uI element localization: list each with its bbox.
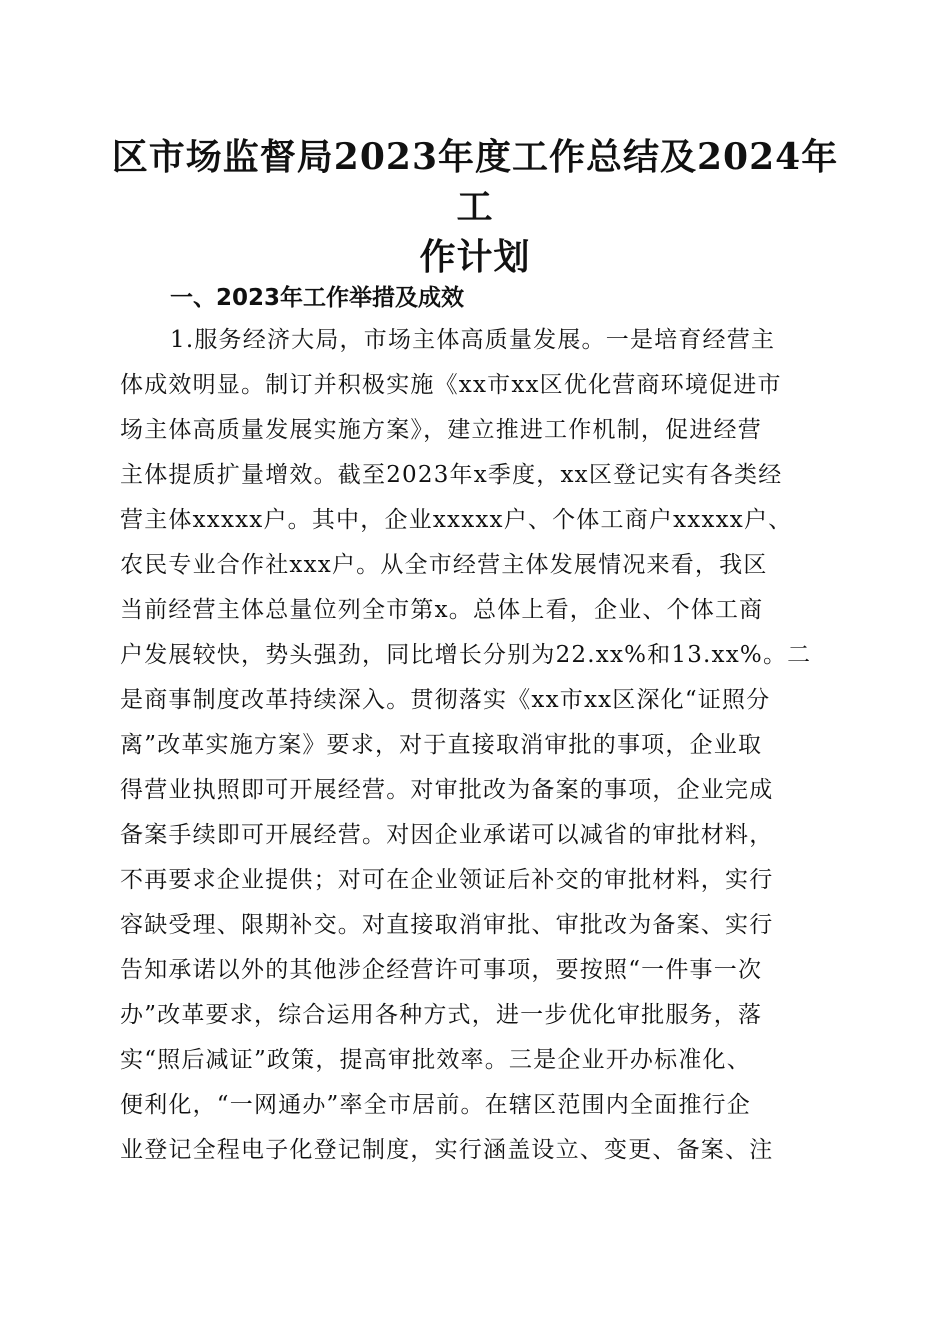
paragraph-line: 主体提质扩量增效。截至2023年x季度，xx区登记实有各类经 [120, 462, 783, 488]
paragraph-line: 实“照后减证”政策，提高审批效率。三是企业开办标准化、 [120, 1047, 751, 1073]
paragraph-line: 办”改革要求，综合运用各种方式，进一步优化审批服务，落 [120, 1002, 763, 1028]
paragraph-line: 告知承诺以外的其他涉企经营许可事项，要按照“一件事一次 [120, 957, 763, 983]
paragraph-line: 营主体xxxxx户。其中，企业xxxxx户、个体工商户xxxxx户、 [120, 507, 793, 533]
paragraph-line: 离”改革实施方案》要求，对于直接取消审批的事项，企业取 [120, 732, 763, 758]
paragraph-line: 便利化，“一网通办”率全市居前。在辖区范围内全面推行企 [120, 1092, 751, 1118]
paragraph-1 [120, 318, 830, 1173]
paragraph-line: 得营业执照即可开展经营。对审批改为备案的事项，企业完成 [120, 777, 774, 803]
paragraph-line: 是商事制度改革持续深入。贯彻落实《xx市xx区深化“证照分 [120, 687, 771, 713]
paragraph-line: 1.服务经济大局，市场主体高质量发展。一是培育经营主 [170, 327, 776, 353]
document-title-line-1: 区市场监督局2023年度工作总结及2024年工 [111, 136, 839, 228]
section-heading-1: 一、2023年工作举措及成效 [170, 285, 465, 311]
paragraph-line: 不再要求企业提供；对可在企业领证后补交的审批材料，实行 [120, 867, 774, 893]
paragraph-line: 容缺受理、限期补交。对直接取消审批、审批改为备案、实行 [120, 912, 774, 938]
paragraph-line: 备案手续即可开展经营。对因企业承诺可以减省的审批材料， [120, 822, 774, 848]
document-title-line-2: 作计划 [419, 236, 531, 278]
paragraph-line: 户发展较快，势头强劲，同比增长分别为22.xx%和13.xx%。二 [120, 642, 812, 668]
paragraph-line: 场主体高质量发展实施方案》，建立推进工作机制，促进经营 [120, 417, 762, 443]
paragraph-line: 当前经营主体总量位列全市第x。总体上看，企业、个体工商 [120, 597, 764, 623]
paragraph-line: 业登记全程电子化登记制度，实行涵盖设立、变更、备案、注 [120, 1137, 774, 1163]
document-title [95, 132, 855, 282]
paragraph-line: 体成效明显。制订并积极实施《xx市xx区优化营商环境促进市 [120, 372, 782, 398]
paragraph-line: 农民专业合作社xxx户。从全市经营主体发展情况来看，我区 [120, 552, 768, 578]
